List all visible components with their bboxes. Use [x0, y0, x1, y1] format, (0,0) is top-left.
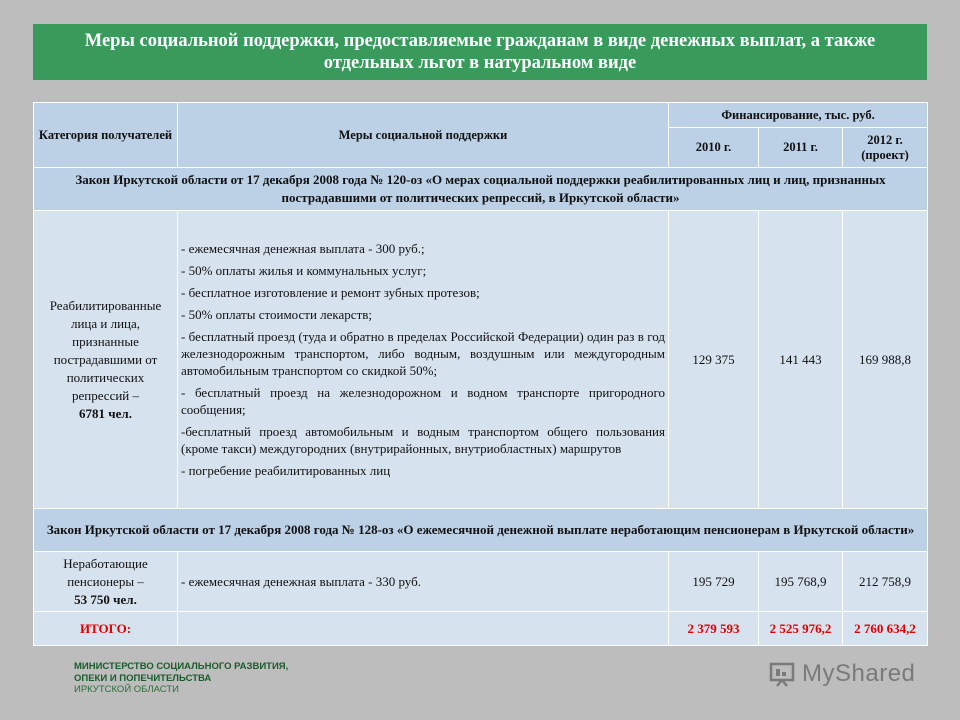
- total-2011: 2 525 976,2: [759, 612, 843, 646]
- total-2012: 2 760 634,2: [843, 612, 928, 646]
- page-title-text: Меры социальной поддержки, предоставляемые гражданам в виде денежных выплат, а также отдельных льгот в натуральном виде: [84, 31, 876, 73]
- measure-item: - 50% оплаты стоимости лекарств;: [181, 307, 372, 322]
- header-category: Категория получателей: [34, 103, 178, 168]
- ministry-footer: [74, 661, 288, 696]
- category-pensioners: [34, 552, 178, 612]
- category-pensioners-label: Неработающие пенсионеры –: [63, 555, 148, 589]
- social-support-table: [33, 102, 928, 646]
- category-pensioners-count: 53 750 чел.: [74, 591, 137, 607]
- category-rehabilitated-label: Реабилитированные лица и лица, признанные пострадавшими от политических репрессий –: [49, 297, 162, 403]
- category-rehabilitated-count: 6781 чел.: [79, 405, 132, 421]
- header-financing: Финансирование, тыс. руб.: [669, 103, 928, 128]
- measure-item: - 50% оплаты жилья и коммунальных услуг;: [181, 263, 427, 278]
- measure-item: - ежемесячная денежная выплата - 300 руб.;: [181, 241, 425, 256]
- header-year-2011: 2011 г.: [759, 128, 843, 168]
- category-rehabilitated: [34, 211, 178, 509]
- total-empty-cell: [178, 612, 669, 646]
- law-128-row: Закон Иркутской области от 17 декабря 2008 года № 128-оз «О ежемесячной денежной выплате неработающим пенсионерам в Иркутской области»: [34, 509, 928, 552]
- myshared-watermark: [768, 660, 915, 688]
- value-pensioners-2010: 195 729: [669, 552, 759, 612]
- watermark-text: MyShared: [802, 660, 916, 687]
- value-pensioners-2012: 212 758,9: [843, 552, 928, 612]
- value-rehabilitated-2010: 129 375: [669, 211, 759, 509]
- header-year-2012: 2012 г. (проект): [843, 128, 928, 168]
- presentation-icon: [768, 660, 796, 688]
- measure-item: - бесплатное изготовление и ремонт зубных протезов;: [181, 285, 480, 300]
- value-pensioners-2011: 195 768,9: [759, 552, 843, 612]
- measures-list-rehabilitated: [178, 211, 669, 509]
- value-rehabilitated-2011: 141 443: [759, 211, 843, 509]
- header-year-2010: 2010 г.: [669, 128, 759, 168]
- footer-line-2: ОПЕКИ И ПОПЕЧИТЕЛЬСТВА: [74, 672, 212, 684]
- measure-item: - бесплатный проезд (туда и обратно в пределах Российской Федерации) один раз в год железнодорожным транспортом, либо водным, воздушным или междугородным автомобильным транспортом со скидкой 50%;: [181, 329, 665, 378]
- footer-line-1: МИНИСТЕРСТВО СОЦИАЛЬНОГО РАЗВИТИЯ,: [74, 661, 289, 672]
- value-rehabilitated-2012: 169 988,8: [843, 211, 928, 509]
- footer-line-3: ИРКУТСКОЙ ОБЛАСТИ: [74, 684, 179, 695]
- page-title: [33, 24, 927, 80]
- header-measures: Меры социальной поддержки: [178, 103, 669, 168]
- measure-item: - бесплатный проезд на железнодорожном и водном транспорте пригородного сообщения;: [181, 385, 665, 417]
- law-120-row: Закон Иркутской области от 17 декабря 2008 года № 120-оз «О мерах социальной поддержки реабилитированных лиц и лиц, признанных пострадавшими от политических репрессий, в Иркутской области»: [34, 168, 928, 211]
- total-label: ИТОГО:: [34, 612, 178, 646]
- total-2010: 2 379 593: [669, 612, 759, 646]
- measure-pensioners: - ежемесячная денежная выплата - 330 руб.: [178, 552, 669, 612]
- measure-item: -бесплатный проезд автомобильным и водным транспортом общего пользования (кроме такси) междугородних (внутрирайонных, внутриобластных) маршрутов: [181, 424, 665, 456]
- measure-item: - погребение реабилитированных лиц: [181, 463, 391, 478]
